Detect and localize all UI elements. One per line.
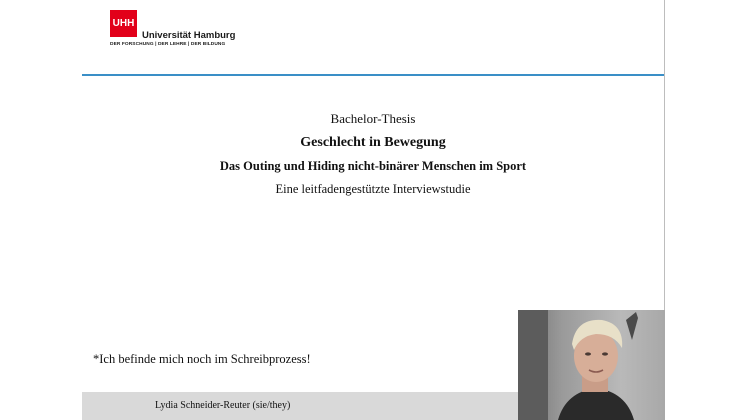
thesis-subtitle: Das Outing und Hiding nicht-binärer Menschen im Sport <box>219 159 527 173</box>
thesis-kicker: Bachelor-Thesis <box>330 111 416 126</box>
university-tagline: DER FORSCHUNG | DER LEHRE | DER BILDUNG <box>110 42 226 47</box>
university-name: Universität Hamburg <box>142 30 236 41</box>
thesis-description: Eine leitfadengestützte Interviewstudie <box>275 182 471 196</box>
person-video-icon <box>518 310 665 420</box>
webcam-feed <box>518 310 665 420</box>
thesis-title: Geschlecht in Bewegung <box>300 135 446 150</box>
author-name: Lydia Schneider-Reuter (sie/they) <box>155 400 291 411</box>
writing-note: *Ich befinde mich noch im Schreibprozess! <box>93 352 311 366</box>
university-logo <box>110 10 250 52</box>
slide-footer <box>82 392 518 420</box>
header-divider <box>82 74 664 76</box>
uhh-logo-icon: UHH <box>110 10 137 37</box>
